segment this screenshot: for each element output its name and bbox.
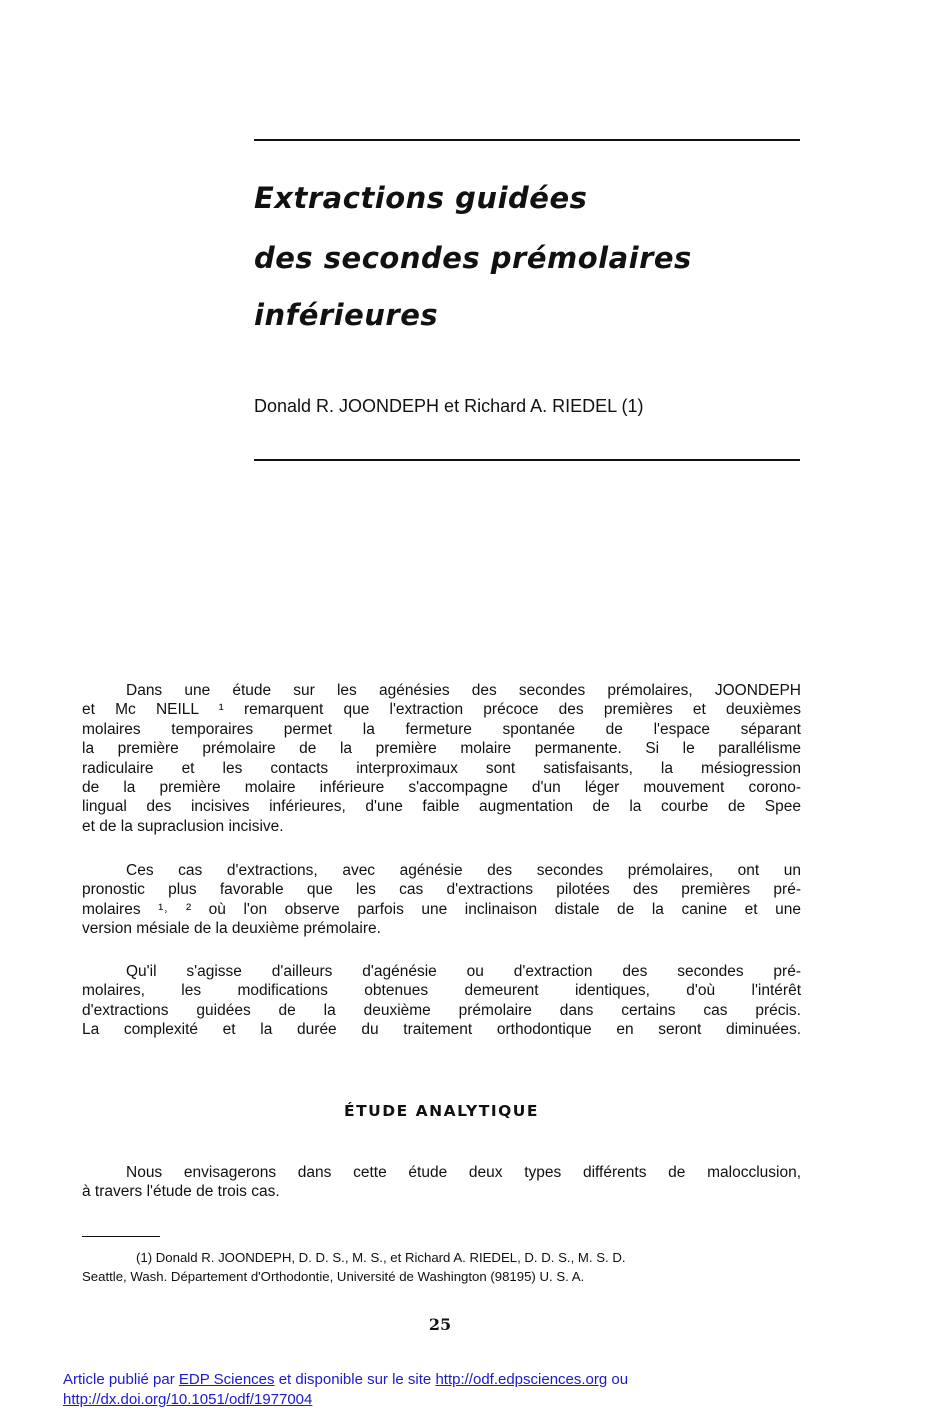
- paragraph-2: [82, 861, 801, 939]
- paragraph-3-line: Qu'il s'agisse d'ailleurs d'agénésie ou d'extraction des secondes pré-: [126, 963, 801, 980]
- top-rule: [254, 139, 800, 141]
- paragraph-1-line: Dans une étude sur les agénésies des secondes prémolaires, JOONDEPH: [126, 682, 801, 699]
- footnote: [82, 1249, 801, 1286]
- paragraph-3-line: La complexité et la durée du traitement orthodontique en seront diminuées.: [82, 1021, 801, 1039]
- paragraph-3-line: d'extractions guidées de la deuxième prémolaire dans certains cas précis.: [82, 1001, 801, 1019]
- edp-sciences-link[interactable]: EDP Sciences: [178, 1371, 275, 1388]
- article-title-line-3: inférieures: [254, 298, 439, 332]
- article-title-line-1: Extractions guidées: [254, 181, 588, 215]
- banner-middle: et disponible sur le site: [278, 1371, 432, 1388]
- paragraph-4-line: à travers l'étude de trois cas.: [82, 1183, 280, 1201]
- paragraph-2-line: version mésiale de la deuxième prémolaire.: [82, 920, 381, 938]
- banner-suffix: ou: [611, 1371, 629, 1388]
- paragraph-2-line: Ces cas d'extractions, avec agénésie des secondes prémolaires, ont un: [126, 862, 801, 879]
- section-heading: ÉTUDE ANALYTIQUE: [344, 1102, 539, 1120]
- banner-prefix: Article publié par: [63, 1371, 175, 1388]
- bottom-rule: [254, 459, 800, 461]
- publisher-banner: [63, 1370, 628, 1410]
- paragraph-1: [82, 681, 801, 836]
- site-link[interactable]: http://odf.edpsciences.org: [435, 1371, 608, 1388]
- paragraph-1-line: de la première molaire inférieure s'accompagne d'un léger mouvement corono-: [82, 779, 801, 797]
- paragraph-1-line: radiculaire et les contacts interproximaux sont satisfaisants, la mésiogression: [82, 759, 801, 777]
- paragraph-2-line: pronostic plus favorable que les cas d'extractions pilotées des premières pré-: [82, 881, 801, 899]
- paragraph-4-line: Nous envisagerons dans cette étude deux types différents de malocclusion,: [126, 1164, 801, 1181]
- article-title-line-2: des secondes prémolaires: [254, 241, 692, 275]
- paragraph-3-line: molaires, les modifications obtenues demeurent identiques, d'où l'intérêt: [82, 982, 801, 1000]
- footnote-line: Seattle, Wash. Département d'Orthodontie, Université de Washington (98195) U. S. A.: [82, 1268, 585, 1284]
- page-number: 25: [428, 1315, 452, 1334]
- authors-line: Donald R. JOONDEPH et Richard A. RIEDEL (1): [254, 396, 644, 416]
- paragraph-1-line: et Mc NEILL ¹ remarquent que l'extraction précoce des premières et deuxièmes: [82, 701, 801, 719]
- paragraph-2-line: molaires ¹˒ ² où l'on observe parfois une inclinaison distale de la canine et une: [82, 900, 801, 918]
- doi-link[interactable]: http://dx.doi.org/10.1051/odf/1977004: [63, 1391, 313, 1408]
- footnote-separator: [82, 1236, 160, 1237]
- paragraph-1-line: et de la supraclusion incisive.: [82, 817, 284, 835]
- footnote-line: (1) Donald R. JOONDEPH, D. D. S., M. S., et Richard A. RIEDEL, D. D. S., M. S. D.: [136, 1250, 626, 1265]
- paragraph-1-line: molaires temporaires permet la fermeture spontanée de l'espace séparant: [82, 720, 801, 738]
- paragraph-1-line: lingual des incisives inférieures, d'une faible augmentation de la courbe de Spee: [82, 798, 801, 816]
- paragraph-3: [82, 962, 801, 1040]
- paragraph-4: [82, 1163, 801, 1202]
- paragraph-1-line: la première prémolaire de la première molaire permanente. Si le parallélisme: [82, 740, 801, 758]
